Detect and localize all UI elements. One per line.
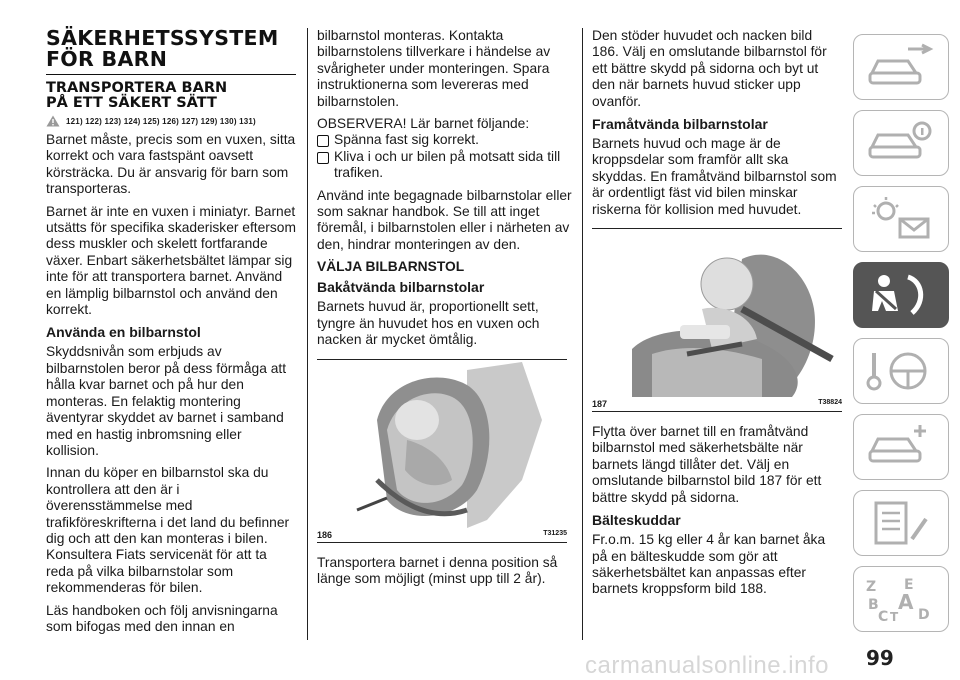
paragraph: bilbarnstol monteras. Kontakta bilbarnstolens tillverkare i händelse av svårigheter under monteringen. Spara instruktionerna som levereras med bilbarnstolen. — [317, 28, 551, 109]
figure-caption — [317, 528, 567, 543]
index-letter: T — [890, 610, 899, 623]
tab-safety[interactable] — [853, 262, 949, 328]
subsection-title-line-2: PÅ ETT SÄKERT SÄTT — [46, 95, 217, 111]
index-letter: C — [878, 609, 889, 623]
watermark: carmanualsonline.info — [585, 652, 829, 679]
checkbox-bullet-item — [317, 132, 572, 148]
paragraph: OBSERVERA! Lär barnet följande: — [317, 116, 530, 132]
section-title — [46, 28, 298, 70]
figure-caption — [592, 397, 842, 412]
heading-booster-cushions: Bälteskuddar — [592, 512, 681, 529]
tab-servicing-care[interactable] — [853, 490, 949, 556]
paragraph: Läs handboken och följ anvisningarna som bifogas med den innan en — [46, 602, 278, 634]
paragraph: Barnet måste, precis som en vuxen, sitta korrekt och vara fastspänt oavsett körsträcka. Du är ansvarig för barn som transporteras. — [46, 132, 296, 197]
section-divider — [46, 74, 296, 75]
column-divider — [582, 28, 583, 640]
tab-emergency[interactable] — [853, 414, 949, 480]
car-info-icon — [864, 119, 934, 167]
forward-facing-seat-illustration — [592, 229, 842, 397]
paragraph: Transportera barnet i denna position så länge som möjligt (minst upp till 2 år). — [317, 554, 558, 586]
tab-index[interactable] — [853, 566, 949, 632]
paragraph: Barnet är inte en vuxen i miniatyr. Barnet utsätts för specifika skaderisker eftersom dess muskler och skelett fortfarande växer. Enbart säkerhetsbältet lämpar sig inte för att transportera barnet. Använd en lämplig bilbarnstol och använd den korrekt. — [46, 203, 296, 318]
heading-forward-facing: Framåtvända bilbarnstolar — [592, 116, 768, 133]
paragraph: Flytta över barnet till en framåtvänd bilbarnstol med säkerhetsbälte när barnets längd tillåter det. Välj en omslutande bilbarnstol bild 187 för ett bättre skydd på sidorna. — [592, 424, 822, 505]
steering-key-icon — [864, 347, 934, 395]
paragraph: Innan du köper en bilbarnstol ska du kontrollera att den är i överensstämmelse med trafikföreskrifterna i det land du befinner dig och att den kan monteras i bilen. Konsultera Fiats servicenät för att ta reda på vilka bilbarnstolar som rekommenderas för bilen. — [46, 465, 290, 596]
heading-choose-child-seat: VÄLJA BILBARNSTOL — [317, 259, 465, 275]
rear-facing-seat-illustration — [317, 360, 567, 528]
index-letter: Z — [866, 579, 877, 595]
section-title-line-1: SÄKERHETSSYSTEM — [46, 26, 279, 50]
car-emergency-icon — [864, 423, 934, 471]
tab-car-overview[interactable] — [853, 34, 949, 100]
tab-getting-to-know-car[interactable] — [853, 110, 949, 176]
warning-icon — [46, 115, 60, 127]
column-divider — [307, 28, 308, 640]
tab-starting-driving[interactable] — [853, 338, 949, 404]
index-letter: B — [868, 597, 879, 613]
bullet-text: Kliva i och ur bilen på motsatt sida till trafiken. — [334, 148, 561, 181]
car-overview-icon — [864, 43, 934, 91]
warning-references — [46, 115, 298, 127]
figure-187 — [592, 228, 842, 412]
figure-186 — [317, 359, 567, 543]
tab-warning-lights[interactable] — [853, 186, 949, 252]
paragraph: Använd inte begagnade bilbarnstolar eller som saknar handbok. Se till att inget föremål, i bilbarnstolen eller i närheten av den, hindrar monteringen av den. — [317, 187, 572, 252]
subsection-title-line-1: TRANSPORTERA BARN — [46, 80, 228, 96]
paragraph: Den stöder huvudet och nacken bild 186. Välj en omslutande bilbarnstol för ett bättre skydd på sidorna och byt ut den när barnets huvud sticker upp ovanför. — [592, 28, 827, 109]
heading-using-child-seat: Använda en bilbarnstol — [46, 324, 201, 341]
column-1 — [46, 28, 298, 641]
bullet-text: Spänna fast sig korrekt. — [334, 132, 479, 148]
index-letter: E — [904, 577, 914, 593]
section-title-line-2: FÖR BARN — [46, 47, 168, 71]
seatbelt-airbag-icon — [864, 271, 934, 319]
paragraph: Skyddsnivån som erbjuds av bilbarnstolen beror på dess förmåga att hålla kvar barnet och på hur den monteras. En felaktig montering äventyrar skyddet av barnet i samband med en hastig inbromsning eller kollision. — [46, 344, 287, 458]
column-3 — [592, 28, 842, 604]
checkbox-bullet-item — [317, 149, 572, 182]
paragraph: Barnets huvud är, proportionellt sett, tyngre än huvudet hos en vuxen och nacken är mycket ömtålig. — [317, 299, 540, 348]
paragraph: Barnets huvud och mage är de kroppsdelar som framför allt ska skyddas. En framåtvänd bilbarnstol som är ordentligt fäst vid bilen minskar riskerna för kollision med huvudet. — [592, 136, 837, 217]
index-letter: A — [898, 590, 914, 614]
warning-lights-icon — [864, 195, 934, 243]
warning-refs-text: 121) 122) 123) 124) 125) 126) 127) 129) 130) 131) — [66, 116, 256, 126]
figure-number: 187 — [592, 399, 608, 410]
heading-rear-facing: Bakåtvända bilbarnstolar — [317, 279, 485, 296]
figure-number: 186 — [317, 529, 333, 540]
paragraph: Fr.o.m. 15 kg eller 4 år kan barnet åka på en bälteskudde som gör att säkerhetsbältet kan anpassas efter barnets kroppsform bild 188. — [592, 532, 826, 597]
maintenance-list-icon — [864, 499, 934, 547]
checkbox-bullet-icon — [317, 135, 329, 147]
figure-code: T31235 — [543, 529, 567, 537]
figure-code: T38824 — [818, 399, 842, 407]
page-number: 99 — [866, 646, 894, 670]
column-2 — [317, 28, 572, 593]
alphabet-index-icon — [864, 575, 934, 623]
subsection-title — [46, 81, 298, 111]
index-letter: D — [918, 607, 930, 623]
checkbox-bullet-icon — [317, 152, 329, 164]
